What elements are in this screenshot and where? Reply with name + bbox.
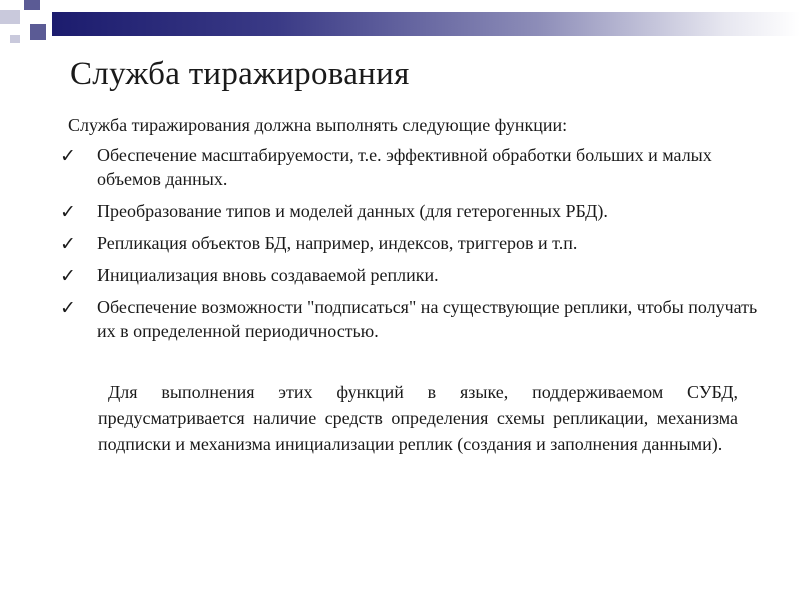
bullet-text: Обеспечение возможности "подписаться" на существующие реплики, чтобы получать их в определенной периодичностью. <box>97 297 758 341</box>
checkmark-icon: ✓ <box>60 233 76 255</box>
header-gradient-bar <box>52 12 800 36</box>
checkmark-icon: ✓ <box>60 145 76 167</box>
bullet-list <box>60 143 760 351</box>
decor-square <box>30 24 46 40</box>
decor-square <box>0 10 20 24</box>
bullet-text: Обеспечение масштабируемости, т.е. эффективной обработки больших и малых объемов данных. <box>97 145 712 189</box>
bullet-text: Преобразование типов и моделей данных (для гетерогенных РБД). <box>97 201 608 221</box>
decor-square <box>10 35 20 43</box>
checkmark-icon: ✓ <box>60 297 76 319</box>
decor-square <box>24 0 40 10</box>
list-item <box>60 231 760 255</box>
intro-text: Служба тиражирования должна выполнять следующие функции: <box>68 115 568 135</box>
bullet-text: Инициализация вновь создаваемой реплики. <box>97 265 439 285</box>
slide-title: Служба тиражирования <box>70 56 410 92</box>
list-item <box>60 143 760 191</box>
list-item <box>60 295 760 343</box>
checkmark-icon: ✓ <box>60 265 76 287</box>
list-item <box>60 263 760 287</box>
bullet-text: Репликация объектов БД, например, индексов, триггеров и т.п. <box>97 233 578 253</box>
checkmark-icon: ✓ <box>60 201 76 223</box>
summary-paragraph: Для выполнения этих функций в языке, поддерживаемом СУБД, предусматривается наличие средств определения схемы репликации, механизма подписки и механизма инициализации реплик (создания и заполнения данными). <box>98 382 738 454</box>
list-item <box>60 199 760 223</box>
